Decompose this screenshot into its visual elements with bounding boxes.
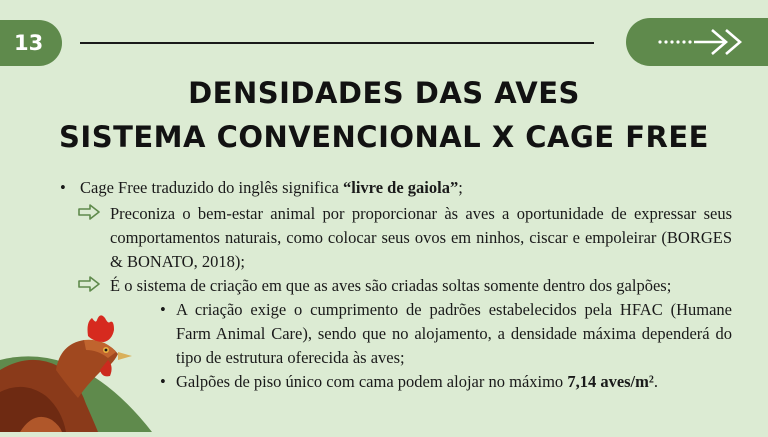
title-line-1: DENSIDADES DAS AVES bbox=[188, 76, 580, 110]
hollow-arrow-right-icon bbox=[78, 276, 100, 292]
bullet-prefix: Cage Free traduzido do inglês significa bbox=[80, 178, 344, 197]
bullet-dot: • bbox=[160, 372, 166, 391]
sub-bullet-1 bbox=[160, 298, 732, 370]
arrow-item-1 bbox=[110, 202, 732, 274]
bullet-dot: • bbox=[160, 300, 166, 319]
slide-number-badge bbox=[0, 20, 62, 66]
title-line-2: SISTEMA CONVENCIONAL X CAGE FREE bbox=[59, 120, 709, 154]
next-slide-button[interactable] bbox=[626, 18, 768, 66]
arrow-item-1-text: Preconiza o bem-estar animal por proporcionar às aves a oportunidade de expressar seus comportamentos naturais, como colocar seus ovos em ninhos, ciscar e empoleirar (BORGES & BONATO, 2018); bbox=[110, 204, 732, 271]
arrow-item-2 bbox=[110, 274, 732, 298]
slide-number: 13 bbox=[14, 31, 44, 55]
hen-illustration bbox=[0, 300, 160, 432]
header-divider bbox=[80, 42, 594, 44]
hollow-arrow-right-icon bbox=[78, 204, 100, 220]
double-chevron-right-icon bbox=[654, 26, 754, 58]
arrow-item-2-text: É o sistema de criação em que as aves são criadas soltas somente dentro dos galpões; bbox=[110, 276, 672, 295]
sub-bullet-2-suffix: . bbox=[653, 372, 658, 391]
sub-bullet-2-bold: 7,14 aves/m² bbox=[567, 372, 654, 391]
sub-bullet-2-prefix: Galpões de piso único com cama podem alojar no máximo bbox=[176, 372, 568, 391]
bullet-suffix: ; bbox=[458, 178, 463, 197]
bullet-dot: • bbox=[60, 178, 66, 197]
bullet-cage-free bbox=[60, 176, 746, 200]
sub-bullet-1-text: A criação exige o cumprimento de padrões estabelecidos pela HFAC (Humane Farm Animal Care), sendo que no alojamento, a densidade máxima dependerá do tipo de estrutura oferecida às aves; bbox=[176, 300, 732, 367]
sub-bullet-2 bbox=[160, 370, 732, 394]
bullet-bold: “livre de gaiola” bbox=[343, 178, 459, 197]
